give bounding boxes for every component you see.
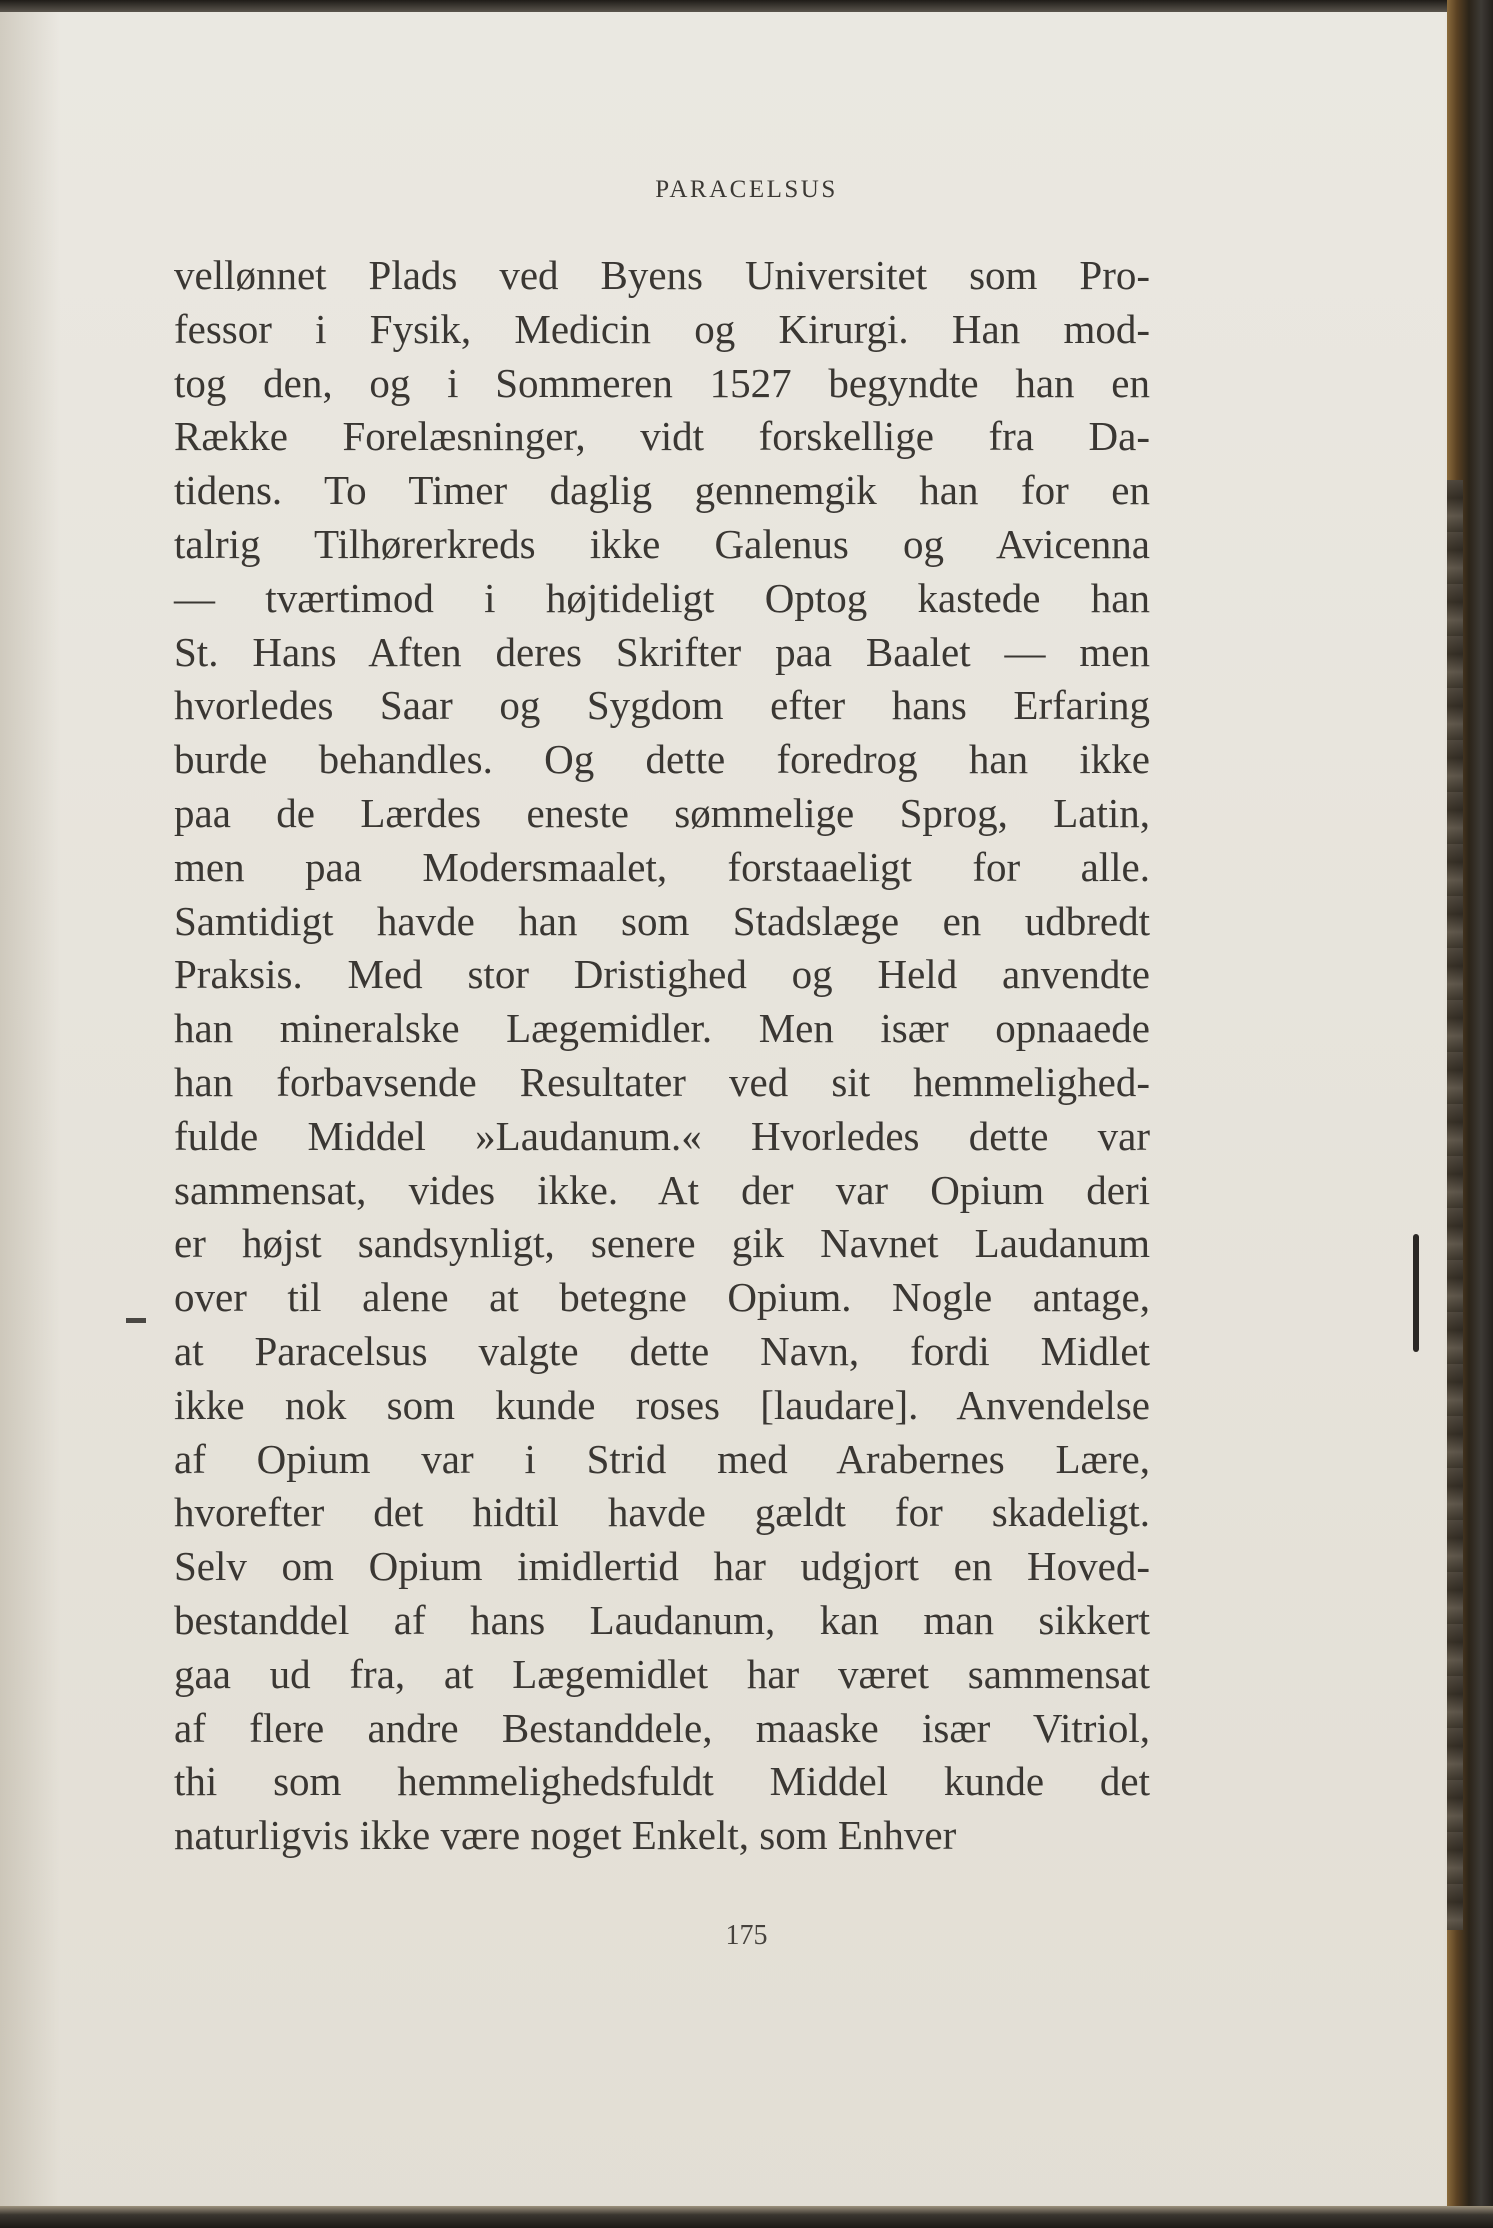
text-line: tidens. To Timer daglig gennemgik han for en: [174, 467, 1150, 514]
text-line: Række Forelæsninger, vidt forskellige fra Da-: [174, 413, 1150, 460]
text-line: Selv om Opium imidlertid har udgjort en Hoved-: [174, 1543, 1150, 1590]
text-line: — tværtimod i højtideligt Optog kastede han: [174, 574, 1150, 621]
marbled-edge: [1447, 480, 1463, 1930]
running-head: PARACELSUS: [655, 176, 838, 203]
text-line: over til alene at betegne Opium. Nogle antage,: [174, 1274, 1150, 1321]
text-line: sammensat, vides ikke. At der var Opium deri: [174, 1166, 1150, 1213]
text-line: fulde Middel »Laudanum.« Hvorledes dette var: [174, 1112, 1150, 1159]
text-line: tog den, og i Sommeren 1527 begyndte han en: [174, 359, 1150, 406]
text-line: gaa ud fra, at Lægemidlet har været sammensat: [174, 1650, 1150, 1697]
text-line: bestanddel af hans Laudanum, kan man sikkert: [174, 1596, 1150, 1643]
text-line: han forbavsende Resultater ved sit hemmelighed-: [174, 1058, 1150, 1105]
page-top-edge: [0, 0, 1493, 12]
text-line: er højst sandsynligt, senere gik Navnet Laudanum: [174, 1220, 1150, 1267]
text-line: St. Hans Aften deres Skrifter paa Baalet — men: [174, 628, 1150, 675]
text-line: fessor i Fysik, Medicin og Kirurgi. Han mod-: [174, 305, 1150, 352]
text-line: Samtidigt havde han som Stadslæge en udbredt: [174, 897, 1150, 944]
page-number: 175: [725, 1920, 768, 1951]
margin-mark: [126, 1318, 146, 1323]
body-text: [174, 249, 1150, 1863]
page-bottom-edge: [0, 2206, 1493, 2228]
text-line: hvorefter det hidtil havde gældt for skadeligt.: [174, 1489, 1150, 1536]
margin-line-mark: [1413, 1234, 1419, 1352]
text-line: burde behandles. Og dette foredrog han ikke: [174, 736, 1150, 783]
text-line: talrig Tilhørerkreds ikke Galenus og Avicenna: [174, 520, 1150, 567]
text-line: naturligvis ikke være noget Enkelt, som Enhver: [174, 1812, 957, 1859]
text-line: han mineralske Lægemidler. Men især opnaaede: [174, 1005, 1150, 1052]
text-line: men paa Modersmaalet, forstaaeligt for alle.: [174, 843, 1150, 890]
text-line: vellønnet Plads ved Byens Universitet som Pro-: [174, 252, 1150, 298]
text-line: af flere andre Bestanddele, maaske især Vitriol,: [174, 1704, 1150, 1751]
text-line: af Opium var i Strid med Arabernes Lære,: [174, 1435, 1150, 1482]
text-line: ikke nok som kunde roses [laudare]. Anvendelse: [174, 1381, 1150, 1428]
text-line: thi som hemmelighedsfuldt Middel kunde det: [174, 1758, 1150, 1805]
text-line: paa de Lærdes eneste sømmelige Sprog, Latin,: [174, 789, 1150, 836]
text-line: Praksis. Med stor Dristighed og Held anvendte: [174, 951, 1150, 998]
text-line: at Paracelsus valgte dette Navn, fordi Midlet: [174, 1327, 1150, 1374]
text-line: hvorledes Saar og Sygdom efter hans Erfaring: [174, 682, 1150, 729]
